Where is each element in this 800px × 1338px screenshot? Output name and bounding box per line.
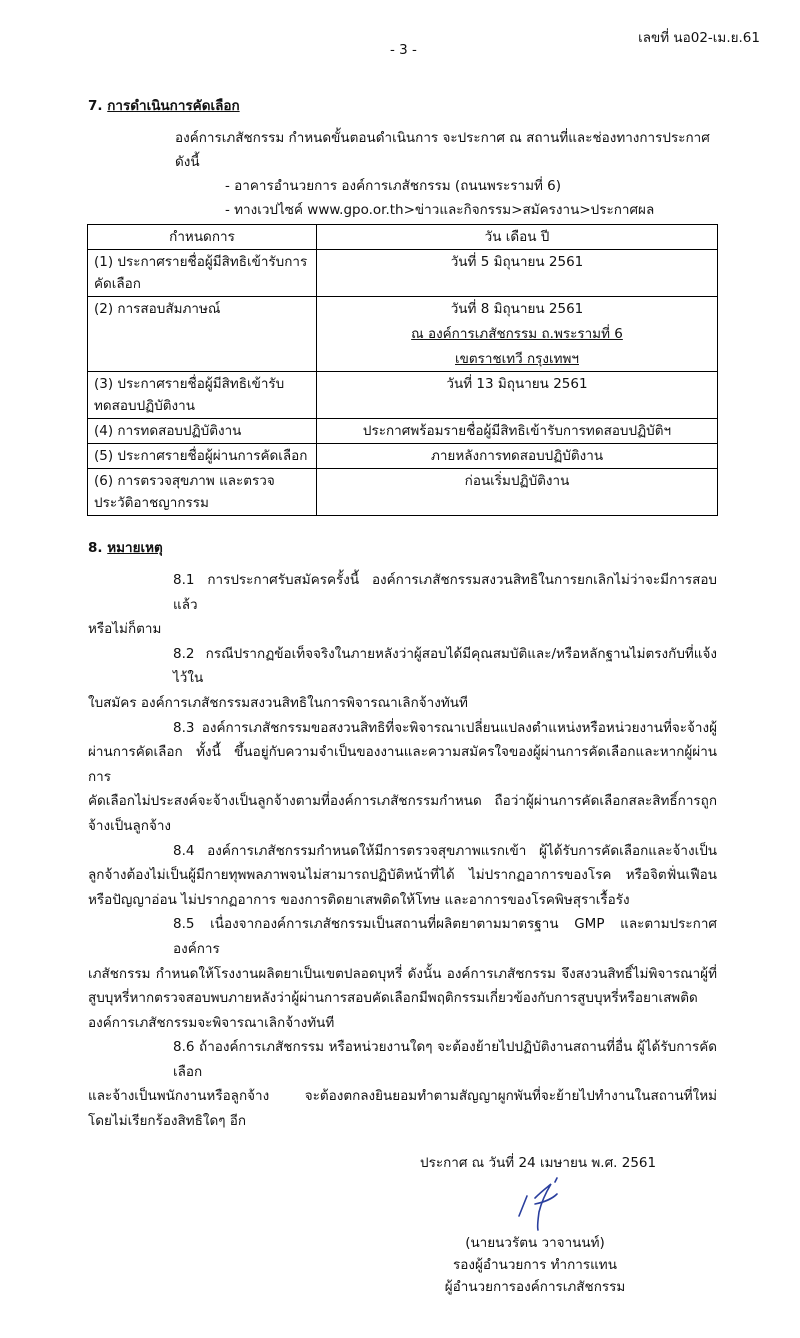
- text-line: สูบบุหรี่หากตรวจสอบพบภายหลังว่าผู้ผ่านการสอบคัดเลือกมีพฤติกรรมเกี่ยวข้องกับการสูบบุหรี่หรือยาเสพติด: [88, 990, 698, 1007]
- schedule-table: [87, 224, 718, 516]
- column-header: กำหนดการ: [88, 225, 317, 250]
- text-line: 8.3 องค์การเภสัชกรรมขอสงวนสิทธิที่จะพิจารณาเปลี่ยนแปลงตำแหน่งหรือหน่วยงานที่จะจ้างผู้: [173, 719, 717, 736]
- text-line: จ้างเป็นลูกจ้าง: [88, 817, 172, 834]
- section-8-heading: [88, 536, 718, 560]
- table-row: [88, 297, 718, 372]
- schedule-item: (3) ประกาศรายชื่อผู้มีสิทธิเข้ารับทดสอบปฏิบัติงาน: [88, 372, 317, 419]
- announcement-date: ประกาศ ณ วันที่ 24 เมษายน พ.ศ. 2561: [420, 1154, 657, 1171]
- schedule-date: ภายหลังการทดสอบปฏิบัติงาน: [317, 444, 718, 469]
- text-line: 8.1 การประกาศรับสมัครครั้งนี้ องค์การเภสัชกรรมสงวนสิทธิในการยกเลิกไม่ว่าจะมีการสอบแล้ว: [173, 572, 717, 613]
- bullet-item: - ทางเวปไซค์ www.gpo.or.th>ข่าวและกิจกรรม>สมัครงาน>ประกาศผล: [225, 202, 655, 218]
- column-header: วัน เดือน ปี: [317, 225, 718, 250]
- text-line: 8.5 เนื่องจากองค์การเภสัชกรรมเป็นสถานที่ผลิตยาตามมาตรฐาน GMP และตามประกาศองค์การ: [173, 916, 717, 957]
- schedule-item: (2) การสอบสัมภาษณ์: [88, 297, 317, 372]
- note-paragraph-8-1: [88, 568, 717, 642]
- schedule-date: ก่อนเริ่มปฏิบัติงาน: [317, 469, 718, 516]
- text-line: ลูกจ้างต้องไม่เป็นผู้มีกายทุพพลภาพจนไม่สามารถปฏิบัติหน้าที่ได้ ไม่ปรากฏอาการของโรค หรือจิตฟั่นเฟือน: [88, 867, 717, 884]
- venue-line: ณ องค์การเภสัชกรรม ถ.พระรามที่ 6: [411, 326, 623, 342]
- text-line: โดยไม่เรียกร้องสิทธิใดๆ อีก: [88, 1113, 247, 1130]
- handwritten-signature: [505, 1176, 575, 1232]
- schedule-item: (5) ประกาศรายชื่อผู้ผ่านการคัดเลือก: [88, 444, 317, 469]
- schedule-item: (6) การตรวจสุขภาพ และตรวจประวัติอาชญากรรม: [88, 469, 317, 516]
- schedule-date: ประกาศพร้อมรายชื่อผู้มีสิทธิเข้ารับการทดสอบปฏิบัติฯ: [317, 419, 718, 444]
- table-header-row: [88, 225, 718, 250]
- document-number: เลขที่ นอ02-เม.ย.61: [638, 30, 760, 46]
- schedule-date: [317, 297, 718, 372]
- table-row: [88, 444, 718, 469]
- page-header: [88, 24, 760, 74]
- text-line: คัดเลือกไม่ประสงค์จะจ้างเป็นลูกจ้างตามที่องค์การเภสัชกรรมกำหนด ถือว่าผู้ผ่านการคัดเลือกสละสิทธิ์การถูก: [88, 793, 717, 810]
- signatory-name: (นายนวรัตน วาจานนท์): [465, 1234, 605, 1251]
- schedule-date: วันที่ 13 มิถุนายน 2561: [317, 372, 718, 419]
- text-line: 8.4 องค์การเภสัชกรรมกำหนดให้มีการตรวจสุขภาพแรกเข้า ผู้ได้รับการคัดเลือกและจ้างเป็น: [173, 842, 717, 859]
- signatory-block: [440, 1232, 630, 1298]
- text-line: ผ่านการคัดเลือก ทั้งนี้ ขึ้นอยู่กับความจำเป็นของงานและความสมัครใจของผู้ผ่านการคัดเลือกและหากผู้ผ่านการ: [88, 744, 717, 785]
- text-line: และจ้างเป็นพนักงานหรือลูกจ้าง จะต้องตกลงยินยอมทำตามสัญญาผูกพันที่จะย้ายไปทำงานในสถานที่ใหม่: [88, 1088, 717, 1105]
- table-row: [88, 469, 718, 516]
- table-row: [88, 372, 718, 419]
- note-paragraph-8-6: [88, 1035, 717, 1133]
- section-number: 7.: [88, 98, 103, 114]
- signatory-position: ผู้อำนวยการองค์การเภสัชกรรม: [444, 1278, 626, 1295]
- text-line: องค์การเภสัชกรรมจะพิจารณาเลิกจ้างทันที: [88, 1014, 335, 1031]
- note-paragraph-8-5: [88, 912, 717, 1035]
- bullet-item: - อาคารอำนวยการ องค์การเภสัชกรรม (ถนนพระรามที่ 6): [225, 178, 562, 194]
- note-paragraph-8-2: [88, 642, 717, 716]
- text-line: 8.2 กรณีปรากฏข้อเท็จจริงในภายหลังว่าผู้สอบได้มีคุณสมบัติและ/หรือหลักฐานไม่ตรงกับที่แจ้งไว้ใน: [173, 645, 717, 687]
- text-line: หรือปัญญาอ่อน ไม่ปรากฏอาการ ของการติดยาเสพติดให้โทษ และอาการของโรคพิษสุราเรื้อรัง: [88, 891, 630, 908]
- section-title: หมายเหตุ: [107, 540, 163, 556]
- text-line: หรือไม่ก็ตาม: [88, 621, 162, 638]
- text-line: เภสัชกรรม กำหนดให้โรงงานผลิตยาเป็นเขตปลอดบุหรี่ ดังนั้น องค์การเภสัชกรรม จึงสงวนสิทธิ์ไม่พิจารณาผู้ที่: [88, 965, 717, 982]
- table-row: [88, 419, 718, 444]
- note-paragraph-8-3: [88, 716, 717, 839]
- signatory-position: รองผู้อำนวยการ ทำการแทน: [453, 1256, 617, 1273]
- section-7-heading: [88, 94, 718, 118]
- note-paragraph-8-4: [88, 839, 717, 913]
- schedule-date: วันที่ 5 มิถุนายน 2561: [317, 250, 718, 297]
- section-number: 8.: [88, 540, 103, 556]
- date-line: วันที่ 8 มิถุนายน 2561: [450, 301, 584, 317]
- section-title: การดำเนินการคัดเลือก: [107, 98, 240, 114]
- text-line: 8.6 ถ้าองค์การเภสัชกรรม หรือหน่วยงานใดๆ จะต้องย้ายไปปฏิบัติงานสถานที่อื่น ผู้ได้รับการคัดเลือก: [173, 1039, 717, 1080]
- schedule-item: (4) การทดสอบปฏิบัติงาน: [88, 419, 317, 444]
- venue-line: เขตราชเทวี กรุงเทพฯ: [455, 351, 579, 367]
- page-number: - 3 -: [390, 42, 417, 58]
- section-7-intro: องค์การเภสัชกรรม กำหนดขั้นตอนดำเนินการ จะประกาศ ณ สถานที่และช่องทางการประกาศดังนี้: [175, 130, 710, 170]
- table-row: [88, 250, 718, 297]
- schedule-item: (1) ประกาศรายชื่อผู้มีสิทธิเข้ารับการคัดเลือก: [88, 250, 317, 297]
- text-line: ใบสมัคร องค์การเภสัชกรรมสงวนสิทธิในการพิจารณาเลิกจ้างทันที: [88, 694, 468, 711]
